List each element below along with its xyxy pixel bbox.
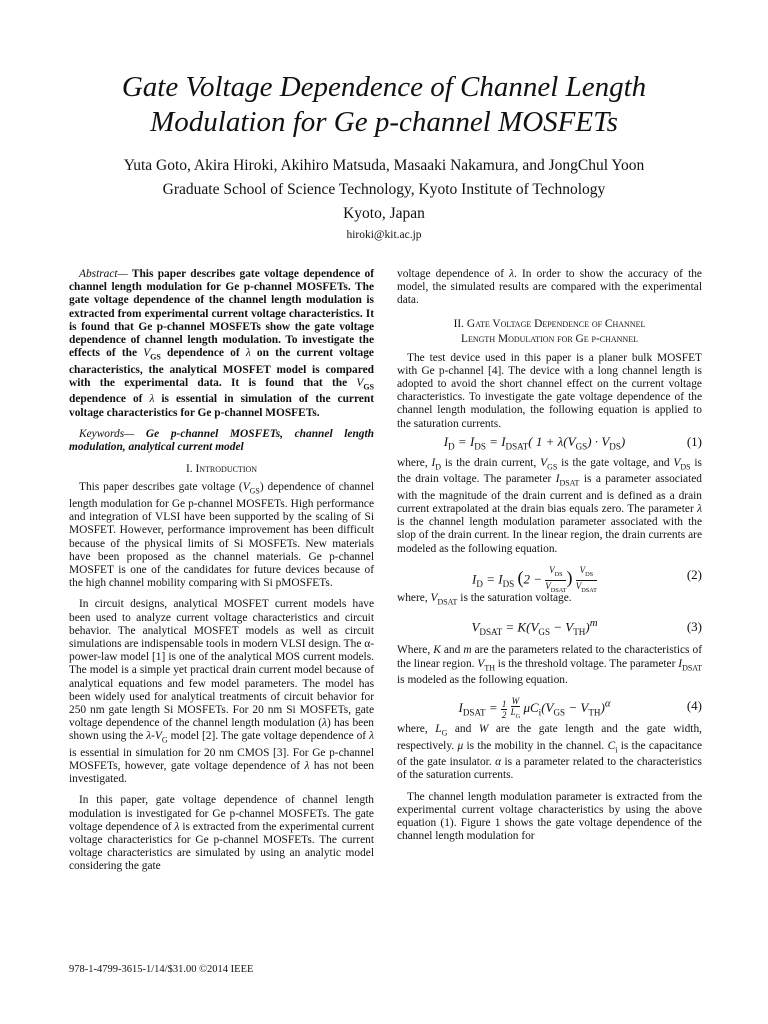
affiliation: Graduate School of Science Technology, Kyoto Institute of Technology: [162, 181, 606, 198]
section-heading-introduction: I. Introduction: [185, 463, 258, 476]
section-heading-2: II. Gate Voltage Dependence of Channel Length Modulation for Ge p-channel: [453, 317, 646, 345]
equation-3: $V_{DSAT} = K(V_{GS} - V_{TH})^m$ (3): [471, 617, 702, 638]
section2-paragraph-2: where, $I_D$ is the drain current, $V_{GS}$ is the gate voltage, and $V_{DS}$ is the drain voltage. The parameter $I_{DSAT}$ is a parameter associated with the magnitude of the drain current and is defined as a drain current extrapolated at the drain bias equals zero. The parameter λ is the channel length modulation parameter associated with the slop of the drain current. In the linear region, the drain currents are modeled as the following equation.: [397, 456, 702, 555]
intro-paragraph-3: In this paper, gate voltage dependence of channel length modulation is investigated for Ge p-channel MOSFETs. The gate voltage dependence of λ is extracted from the experimental current voltage characteristics for Ge p-channel MOSFETs. The current voltage characteristics are simulated by using an analytic model considering the gate: [69, 794, 374, 873]
abstract: Abstract— This paper describes gate voltage dependence of channel length modulation for Ge p-channel MOSFETs. The gate voltage dependence of the channel length modulation is extracted from experimental current voltage characteristics. It is found that Ge p-channel MOSFETs show the gate voltage dependence of channel length modulation. To investigate the effects of the $V_{GS}$ dependence of λ on the current voltage characteristics, the analytical MOSFET model is compared with the experimental data. It is found that the $V_{GS}$ dependence of λ is essential in simulation of the current voltage characteristics for Ge p-channel MOSFETs.: [69, 268, 374, 419]
title-line-2: Modulation for Ge p-channel MOSFETs: [150, 106, 618, 138]
title-line-1: Gate Voltage Dependence of Channel Length: [121, 71, 647, 103]
equation-1: $I_D = I_{DS} = I_{DSAT}$( $1 + \lambda(V_{GS}) \cdot V_{DS}$) (1): [443, 433, 702, 452]
keywords: Keywords— Ge p-channel MOSFETs, channel length modulation, analytical current model: [69, 427, 374, 453]
section2-paragraph-5: where, $L_G$ and W are the gate length and the gate width, respectively. μ is the mobility in the channel. $C_i$ is the capacitance of the gate insulator. α is a parameter related to the characteristics of the saturation currents.: [397, 723, 703, 782]
section2-paragraph-3: where, $V_{DSAT}$ is the saturation voltage.: [397, 591, 572, 607]
right-continued-paragraph: voltage dependence of λ. In order to show the accuracy of the model, the simulated results are compared with the experimental data.: [397, 268, 702, 307]
left-column: [69, 268, 374, 874]
section2-paragraph-4: Where, K and m are the parameters related to the characteristics of the linear region. $V_{TH}$ is the threshold voltage. The parameter $I_{DSAT}$ is modeled as the following equation.: [397, 644, 703, 686]
equation-4: $I_{DSAT}$ = $\frac{1}{2}$ $\frac{W}{L_G}$ $\mu C_i(V_{GS} - V_{TH})^\alpha$ (4): [458, 696, 702, 720]
intro-paragraph-1: This paper describes gate voltage $(V_{GS})$ dependence of channel length modulation for Ge p-channel MOSFETs. High performance and integration of VLSI have been supported by the scaling of Si MOSFET. However, performance improvement has been difficult because of the physical limits of Si MOSFETs. New materials have been proposed as the channel materials. Ge p-channel MOSFET is one of the candidates for future devices because of the high channel mobility comparing with Si pMOSFETs.: [69, 481, 374, 590]
equation-2: $I_D = I_{DS}$ (2 − $\frac{V_{DS}}{V_{DSAT}}$ ) $\frac{V_{DS}}{V_{DSAT}}$ (2): [472, 564, 702, 594]
email: hiroki@kit.ac.jp: [346, 229, 422, 241]
city: Kyoto, Japan: [343, 205, 425, 222]
authors: Yuta Goto, Akira Hiroki, Akihiro Matsuda, Masaaki Nakamura, and JongChul Yoon: [123, 157, 645, 174]
section2-paragraph-1: The test device used in this paper is a planer bulk MOSFET with Ge p-channel [4]. The device with a long channel length is adopted to avoid the short channel effect on the current voltage characteristics. To investigate the gate voltage dependence of the channel length modulation, the following equation is applied to the saturation currents.: [397, 351, 702, 430]
copyright-footer: 978-1-4799-3615-1/14/$31.00 ©2014 IEEE: [69, 964, 254, 975]
paper-title: [60, 70, 708, 140]
right-column: [397, 268, 702, 843]
intro-paragraph-2: In circuit designs, analytical MOSFET current models have been used to analyze current voltage characteristics and circuit behavior. The analytical MOSFET models as well as circuit simulations are indispensable tools in modern VLSI design. The α-power-law model [1] is one of the analytical MOS current models. The model is a simple yet practical drain current model because of analytical equations and few model parameters. The model has been widely used for analytical treatments of circuit behavior for 250 nm gate length Si MOSFETs. For 20 nm Si MOSFETs, gate voltage dependence of the channel length modulation (λ) has been shown using the $\lambda-V_G$ model [2]. The gate voltage dependence of λ is essential in simulation for 20 nm CMOS [3]. For Ge p-channel MOSFETs, however, gate voltage dependence of λ has not been investigated.: [69, 598, 374, 786]
section2-paragraph-6: The channel length modulation parameter is extracted from the experimental current voltage characteristics by using the above equation (1). Figure 1 shows the gate voltage dependence of the channel length modulation for: [397, 790, 702, 843]
